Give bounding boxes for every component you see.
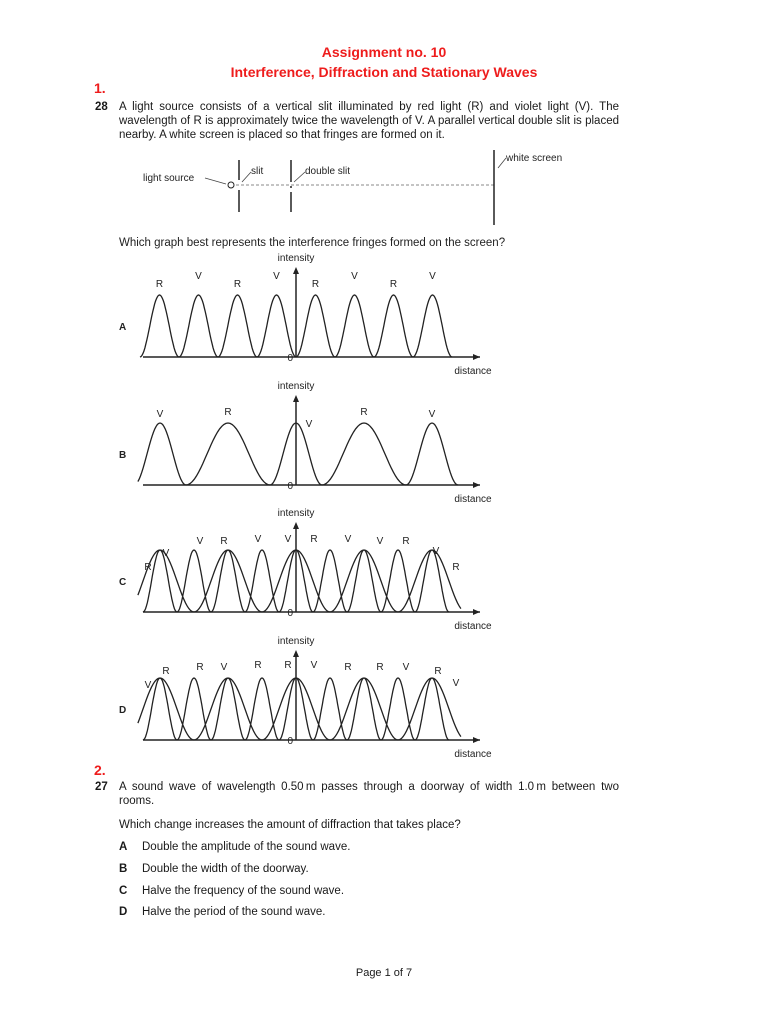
peak-label: R (452, 562, 460, 573)
option-a-label: A (119, 322, 127, 333)
intensity-axis-label: intensity (277, 508, 315, 519)
peak-label: R (224, 407, 232, 418)
graph-a (119, 253, 492, 377)
distance-axis-label: distance (454, 749, 492, 760)
option-d-letter: D (119, 906, 128, 918)
peak-label: V (220, 662, 228, 673)
peak-label: R (311, 279, 320, 290)
peak-label: V (452, 678, 460, 689)
slit-label: slit (251, 166, 264, 177)
peak-label: R (402, 536, 410, 547)
option-c-letter: C (119, 885, 128, 897)
option-c-text: Halve the frequency of the sound wave. (142, 885, 345, 897)
peak-label: R (389, 279, 398, 290)
question-1-prompt: Which graph best represents the interference fringes formed on the screen? (119, 237, 506, 249)
peak-label: V (351, 271, 358, 282)
option-b-label: B (119, 450, 127, 461)
intensity-axis-label: intensity (277, 381, 315, 392)
peak-label: V (402, 662, 410, 673)
option-b-text: Double the width of the doorway. (142, 863, 309, 875)
peak-label: R (284, 660, 292, 671)
peak-label: R (360, 407, 368, 418)
origin-label: 0 (287, 736, 293, 747)
peak-label: R (155, 279, 164, 290)
setup-diagram (143, 150, 562, 225)
peak-label: R (254, 660, 262, 671)
peak-label: R (196, 662, 204, 673)
peak-label: V (254, 534, 262, 545)
option-b-letter: B (119, 863, 128, 875)
peak-label: V (273, 271, 280, 282)
assignment-subtitle: Interference, Diffraction and Stationary Waves (230, 64, 538, 80)
peak-label: V (432, 546, 440, 557)
peak-label: R (144, 562, 152, 573)
answer-graphs (119, 253, 492, 760)
peak-label: R (162, 666, 170, 677)
peak-label: V (196, 536, 204, 547)
peak-label: R (434, 666, 442, 677)
peak-label: R (310, 534, 318, 545)
option-c-label: C (119, 577, 127, 588)
option-a-letter: A (119, 841, 128, 853)
light-source-label: light source (143, 173, 195, 184)
peak-label: R (233, 279, 242, 290)
page-footer: Page 1 of 7 (355, 967, 413, 979)
peak-label: V (429, 271, 436, 282)
question-2-stem: A sound wave of wavelength 0.50 m passes through a doorway of width 1.0 m between two rooms. (119, 781, 619, 807)
peak-label: V (144, 680, 152, 691)
peak-label: V (376, 536, 384, 547)
distance-axis-label: distance (454, 366, 492, 377)
graph-c (119, 508, 492, 632)
intensity-axis-label: intensity (277, 253, 315, 264)
intensity-axis-label: intensity (277, 636, 315, 647)
double-slit-label: double slit (305, 166, 351, 177)
option-d-text: Halve the period of the sound wave. (142, 906, 326, 918)
assignment-title: Assignment no. 10 (321, 44, 447, 60)
origin-label: 0 (287, 481, 293, 492)
question-2-prompt: Which change increases the amount of diffraction that takes place? (119, 819, 461, 831)
white-screen-label: white screen (506, 153, 563, 164)
question-1-label: 1. (94, 80, 106, 96)
peak-label: V (305, 419, 313, 430)
question-1-stem: A light source consists of a vertical slit illuminated by red light (R) and violet light (V). The wavelength of R is approximately twice the wavelength of V. A parallel vertical double slit is placed nearby. A white screen is placed so that fringes are formed on it. (119, 101, 619, 141)
option-a-text: Double the amplitude of the sound wave. (142, 841, 351, 853)
peak-label: V (310, 660, 318, 671)
distance-axis-label: distance (454, 621, 492, 632)
peak-label: V (284, 534, 292, 545)
origin-label: 0 (287, 608, 293, 619)
peak-label: V (428, 409, 436, 420)
graph-d (119, 636, 492, 760)
option-d-label: D (119, 705, 127, 716)
peak-label: V (195, 271, 202, 282)
question-2-label: 2. (94, 762, 106, 778)
peak-label: R (376, 662, 384, 673)
question-1-number: 28 (95, 101, 108, 113)
peak-label: V (162, 548, 170, 559)
peak-label: R (344, 662, 352, 673)
origin-label: 0 (287, 353, 293, 364)
peak-label: V (344, 534, 352, 545)
peak-label: R (220, 536, 228, 547)
distance-axis-label: distance (454, 494, 492, 505)
graph-b (119, 381, 492, 505)
peak-label: V (156, 409, 164, 420)
question-2-number: 27 (95, 781, 108, 793)
